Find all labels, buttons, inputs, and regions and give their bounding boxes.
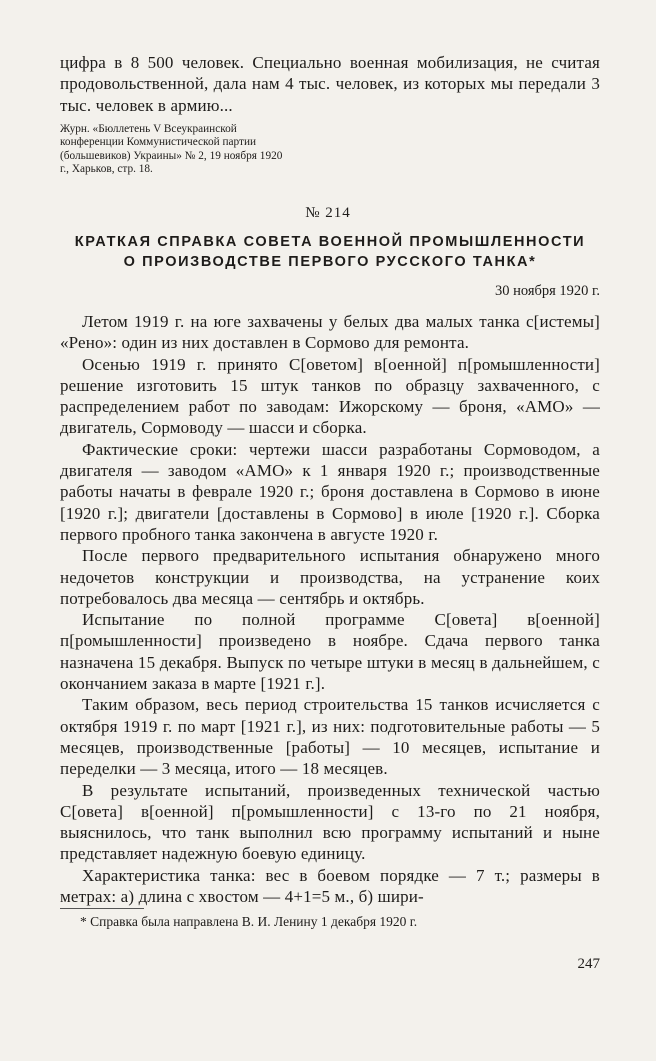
footnote-divider (60, 908, 144, 909)
intro-paragraph: цифра в 8 500 человек. Специально военная мобилизация, не считая продовольственной, дала нам 4 тыс. человек, из которых мы передали 3 тыс. человек в армию... (60, 53, 600, 115)
body-paragraph: Испытание по полной программе С[овета] в[оенной] п[ромышленности] произведено в ноябре. Сдача первого танка назначена 15 декабря. Выпуск по четыре штуки в месяц в дальнейшем, с окончанием заказа в марте [1921 г.]. (60, 610, 600, 694)
body-paragraph: Характеристика танка: вес в боевом порядке — 7 т.; размеры в метрах: а) длина с хвостом — 4+1=5 м., б) шири- (60, 865, 600, 907)
citation: Журн. «Бюллетень V Всеукраинской конференции Коммунистической партии (большевиков) Украины» № 2, 19 ноября 1920 г., Харьков, стр. 18. (60, 123, 283, 176)
document-number: № 214 (305, 205, 351, 221)
document-date: 30 ноября 1920 г. (494, 283, 600, 299)
intro-block (60, 52, 600, 116)
body-paragraph: Летом 1919 г. на юге захвачены у белых два малых танка с[истемы] «Рено»: один из них доставлен в Сормово для ремонта. (60, 312, 600, 353)
body-paragraph: После первого предварительного испытания обнаружено много недочетов конструкции и производства, на устранение коих потребовалось два месяца — сентябрь и октябрь. (60, 546, 600, 608)
body-paragraph: В результате испытаний, произведенных технической частью С[овета] в[оенной] п[ромышленности] с 13-го по 21 ноября, выяснилось, что танк выполнил всю программу испытаний и ныне представляет надежную боевую единицу. (60, 780, 600, 864)
document-body (60, 311, 600, 907)
page-number: 247 (577, 956, 600, 972)
document-title-line-2: О ПРОИЗВОДСТВЕ ПЕРВОГО РУССКОГО ТАНКА* (123, 253, 537, 270)
footnote: * Справка была направлена В. И. Ленину 1 декабря 1920 г. (80, 914, 418, 929)
body-paragraph: Осенью 1919 г. принято С[оветом] в[оенной] п[ромышленности] решение изготовить 15 штук танков по образцу захваченного, с распределением работ по заводам: Ижорскому — броня, «АМО» — двигатель, Сормоводу — шасси и сборка. (60, 354, 600, 438)
document-title (60, 233, 600, 272)
body-paragraph: Таким образом, весь период строительства 15 танков исчисляется с октября 1919 г. по март [1921 г.], из них: подготовительные работы — 5 месяцев, производственные [работы] — 10 месяцев, испытание и переделки — 3 месяца, итого — 18 месяцев. (60, 695, 600, 779)
body-paragraph: Фактические сроки: чертежи шасси разработаны Сормоводом, а двигателя — заводом «АМО» к 1 января 1920 г.; производственные работы начаты в феврале 1920 г.; броня доставлена в Сормово в июне [1920 г.]; двигатели [доставлены в Сормово] в июле [1920 г.]. Сборка первого пробного танка закончена в августе 1920 г. (60, 439, 600, 544)
document-title-line-1: КРАТКАЯ СПРАВКА СОВЕТА ВОЕННОЙ ПРОМЫШЛЕННОСТИ (74, 234, 586, 250)
